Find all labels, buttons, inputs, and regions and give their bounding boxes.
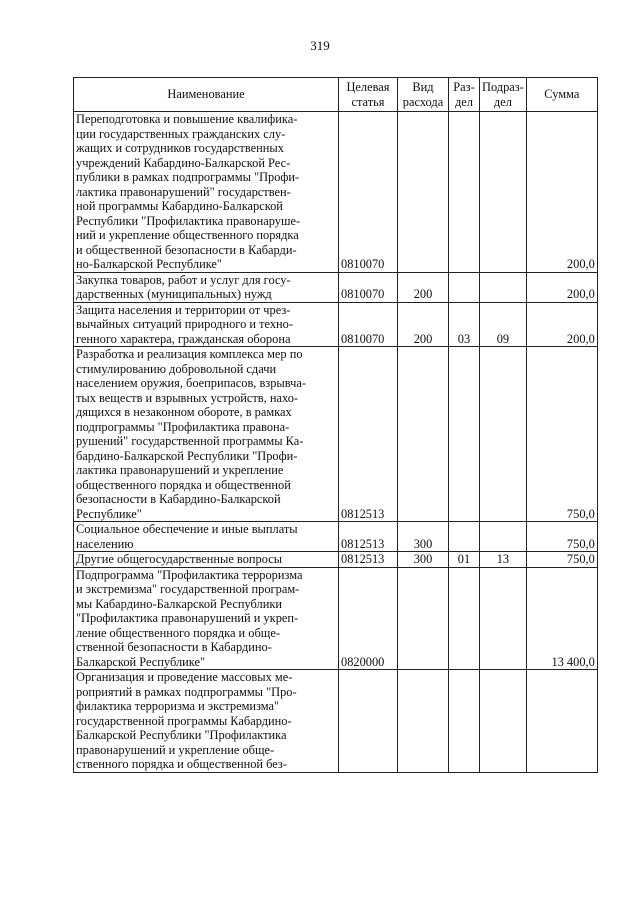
row-expense: 200 [398, 302, 449, 347]
row-name-line: учреждений Кабардино-Балкарской Рес- [76, 155, 291, 170]
row-section [449, 567, 480, 670]
row-target: 0812513 [339, 347, 398, 522]
row-name-line: генного характера, гражданская оборона [76, 331, 291, 346]
table-row [74, 272, 598, 302]
row-name-line: и экстремизма" государственной програм- [76, 582, 300, 596]
row-target: 0812513 [339, 552, 398, 568]
row-sum [526, 670, 597, 773]
row-expense [398, 670, 449, 773]
row-target: 0810070 [339, 112, 398, 273]
row-name-line: ции государственных гражданских слу- [76, 126, 286, 141]
row-subsection [480, 522, 527, 552]
row-section [449, 347, 480, 522]
row-sum: 200,0 [526, 272, 597, 302]
row-section: 01 [449, 552, 480, 568]
header-sum: Сумма [526, 78, 597, 112]
row-name-line: Республике" [76, 506, 142, 521]
row-target: 0812513 [339, 522, 398, 552]
row-name-line: дящихся в незаконном обороте, в рамках [76, 405, 292, 419]
row-name-line: государственной программы Кабардино- [76, 713, 292, 728]
row-name-line: "Профилактика правонарушений и укреп- [76, 611, 299, 625]
row-section [449, 272, 480, 302]
header-section: Раз-дел [449, 78, 480, 112]
row-name [74, 347, 339, 522]
row-name-line: ление общественного порядка и обще- [76, 625, 280, 640]
row-name-line: Социальное обеспечение и иные выплаты [76, 522, 298, 536]
row-name-line: Подпрограмма "Профилактика терроризма [76, 567, 303, 582]
row-sum: 750,0 [526, 522, 597, 552]
header-name: Наименование [74, 78, 339, 112]
row-expense: 200 [398, 272, 449, 302]
row-name-line: Разработка и реализация комплекса мер по [76, 347, 303, 361]
row-name-line: публики в рамках подпрограммы "Профи- [76, 170, 300, 184]
row-subsection: 09 [480, 302, 527, 347]
row-subsection: 13 [480, 552, 527, 568]
row-expense: 300 [398, 522, 449, 552]
row-name-line: роприятий в рамках подпрограммы "Про- [76, 684, 297, 699]
row-sum: 750,0 [526, 347, 597, 522]
row-name-line: подпрограммы "Профилактика правона- [76, 419, 290, 434]
row-target [339, 670, 398, 773]
row-name-line: Защита населения и территории от чрез- [76, 302, 291, 317]
row-name-line: лактика правонарушений" государствен- [76, 184, 291, 199]
row-name [74, 567, 339, 670]
row-name-line: рушений" государственной программы Ка- [76, 434, 304, 448]
row-name-line: Переподготовка и повышение квалифика- [76, 112, 298, 126]
row-section [449, 112, 480, 273]
row-name-line: ний и укрепление общественного порядка [76, 228, 299, 242]
row-name [74, 552, 339, 568]
row-name-line: стимулированию добровольной сдачи [76, 361, 277, 376]
page-number: 319 [310, 38, 330, 53]
row-expense: 300 [398, 552, 449, 568]
row-name-line: общественного порядка и общественной [76, 477, 291, 492]
row-name-line: населением оружия, боеприпасов, взрывча- [76, 376, 306, 390]
row-name-line: Республики "Профилактика правонаруше- [76, 213, 301, 228]
budget-table [73, 77, 598, 773]
row-name-line: Организация и проведение массовых ме- [76, 670, 293, 684]
row-target: 0810070 [339, 272, 398, 302]
table-row [74, 302, 598, 347]
row-name-line: ственного порядка и общественной без- [76, 757, 287, 771]
table-row [74, 522, 598, 552]
row-sum: 200,0 [526, 302, 597, 347]
row-name-line: Балкарской Республики "Профилактика [76, 728, 287, 742]
header-target: Целевая статья [339, 78, 398, 112]
table-row [74, 670, 598, 773]
table-row [74, 112, 598, 273]
row-name-line: филактика терроризма и экстремизма" [76, 699, 280, 713]
row-sum: 200,0 [526, 112, 597, 273]
row-name [74, 272, 339, 302]
row-name-line: населению [76, 536, 134, 551]
row-expense [398, 567, 449, 670]
row-subsection [480, 272, 527, 302]
row-subsection [480, 670, 527, 773]
header-subsection: Подраз-дел [480, 78, 527, 112]
row-sum: 750,0 [526, 552, 597, 568]
row-section [449, 522, 480, 552]
row-name [74, 522, 339, 552]
row-name [74, 670, 339, 773]
row-target: 0810070 [339, 302, 398, 347]
table-row [74, 347, 598, 522]
row-name-line: бардино-Балкарской Республики "Профи- [76, 448, 298, 463]
row-name-line: тых веществ и взрывных устройств, нахо- [76, 390, 299, 405]
row-name-line: мы Кабардино-Балкарской Республики [76, 596, 282, 611]
row-name [74, 302, 339, 347]
table-row [74, 567, 598, 670]
row-subsection [480, 347, 527, 522]
row-name-line: ственной безопасности в Кабардино- [76, 640, 272, 654]
row-subsection [480, 112, 527, 273]
row-name-line: дарственных (муниципальных) нужд [76, 287, 272, 301]
row-section: 03 [449, 302, 480, 347]
row-expense [398, 112, 449, 273]
row-name-line: Закупка товаров, работ и услуг для госу- [76, 272, 291, 287]
row-name-line: безопасности в Кабардино-Балкарской [76, 492, 281, 506]
row-name-line: ной программы Кабардино-Балкарской [76, 199, 283, 213]
row-name-line: и общественной безопасности в Кабарди- [76, 242, 297, 257]
row-name-line: вычайных ситуаций природного и техно- [76, 317, 294, 331]
row-subsection [480, 567, 527, 670]
row-expense [398, 347, 449, 522]
row-name-line: Балкарской Республике" [76, 654, 206, 669]
row-section [449, 670, 480, 773]
row-target: 0820000 [339, 567, 398, 670]
row-name [74, 112, 339, 273]
row-name-line: Другие общегосударственные вопросы [76, 552, 283, 566]
table-row [74, 552, 598, 568]
header-expense: Вид расхода [398, 78, 449, 112]
row-name-line: жащих и сотрудников государственных [76, 141, 284, 155]
row-name-line: лактика правонарушений и укрепление [76, 463, 284, 477]
row-sum: 13 400,0 [526, 567, 597, 670]
table-header-row [74, 78, 598, 112]
row-name-line: но-Балкарской Республике" [76, 257, 222, 271]
row-name-line: правонарушений и укрепление обще- [76, 742, 275, 757]
